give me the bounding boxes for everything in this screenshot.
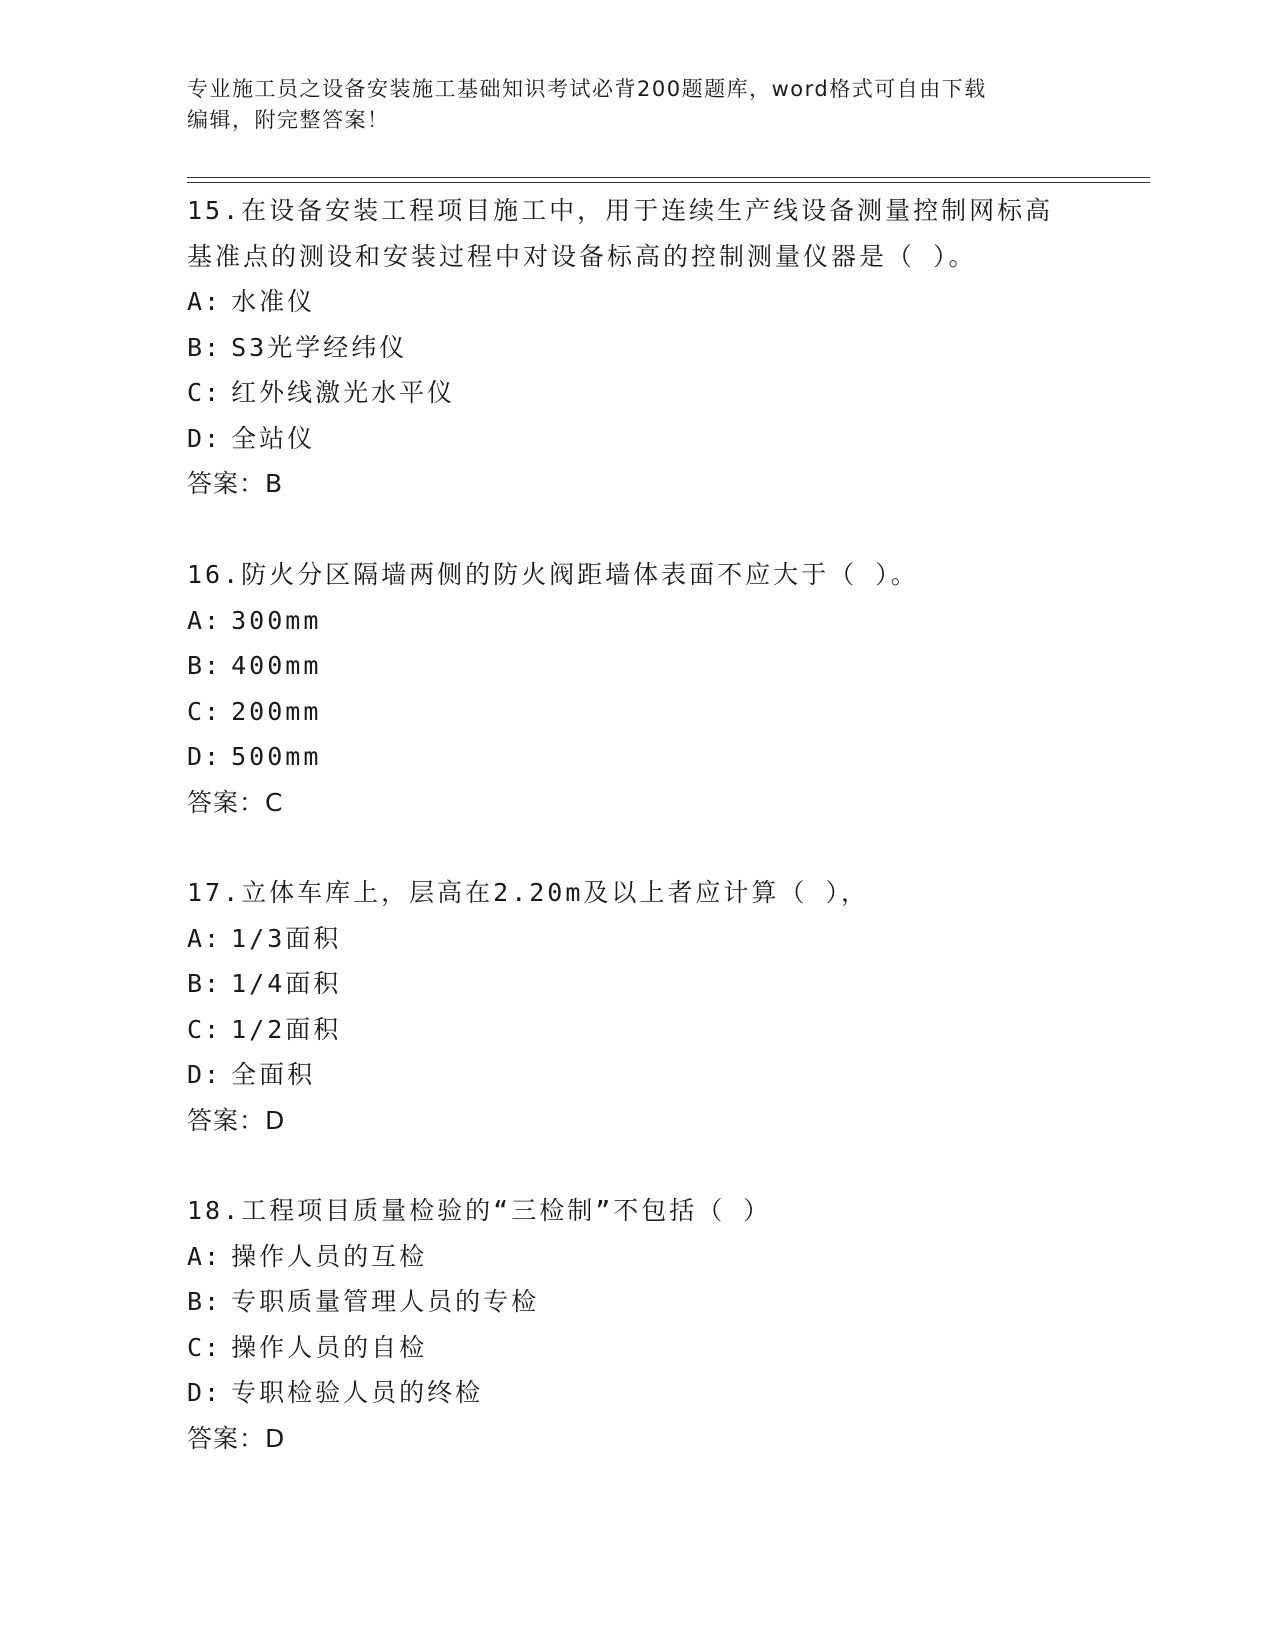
option-text: 1/2面积 (231, 1014, 342, 1044)
option-d (187, 734, 1087, 780)
option-text: 全面积 (231, 1060, 316, 1089)
answer-line: 答案：C (187, 787, 284, 817)
option-letter: A: (187, 923, 222, 953)
question-stem-line: 16.防火分区隔墙两侧的防火阀距墙体表面不应大于（ ）。 (187, 560, 919, 589)
option-letter: B: (187, 332, 222, 362)
question-stem-line: 17.立体车库上，层高在2.20m及以上者应计算（ ）， (187, 878, 869, 907)
option-text: 水准仪 (231, 287, 316, 316)
option-letter: A: (187, 605, 222, 635)
question-18 (187, 1188, 1087, 1461)
question-stem-line: 18.工程项目质量检验的“三检制”不包括（ ） (187, 1196, 772, 1225)
option-b (187, 961, 1087, 1007)
option-b (187, 1279, 1087, 1325)
option-a (187, 1234, 1087, 1280)
option-text: 操作人员的互检 (231, 1241, 428, 1271)
option-text: 红外线激光水平仪 (231, 378, 456, 407)
answer-line: 答案：B (187, 469, 284, 498)
question-16 (187, 552, 1087, 825)
option-d (187, 1052, 1087, 1098)
option-letter: A: (187, 1241, 222, 1271)
header-divider-bottom (187, 182, 1150, 183)
option-letter: D: (187, 423, 222, 453)
option-c (187, 689, 1087, 735)
option-letter: B: (187, 1287, 222, 1316)
option-text: 1/4面积 (231, 969, 342, 998)
option-c (187, 1325, 1087, 1371)
option-text: 400mm (231, 651, 322, 680)
option-a (187, 598, 1087, 644)
option-text: 200mm (231, 696, 322, 726)
question-stem-line: 15.在设备安装工程项目施工中，用于连续生产线设备测量控制网标高 (187, 196, 1054, 225)
header-line-2: 编辑，附完整答案！ (187, 108, 390, 132)
option-letter: C: (187, 1332, 222, 1362)
option-letter: C: (187, 1014, 222, 1044)
option-text: 1/3面积 (231, 923, 342, 953)
option-text: 500mm (231, 742, 322, 771)
option-text: S3光学经纬仪 (231, 332, 408, 362)
option-text: 专职质量管理人员的专检 (231, 1287, 540, 1316)
option-letter: A: (187, 287, 222, 316)
option-letter: C: (187, 696, 222, 726)
header-line-1: 专业施工员之设备安装施工基础知识考试必背200题题库，word格式可自由下载 (187, 77, 987, 101)
option-letter: C: (187, 378, 222, 407)
option-text: 300mm (231, 605, 322, 635)
option-letter: D: (187, 1378, 222, 1407)
option-d (187, 416, 1087, 462)
header-divider-top (187, 177, 1150, 178)
option-text: 专职检验人员的终检 (231, 1378, 484, 1407)
document-header (187, 74, 1067, 136)
question-15 (187, 188, 1087, 507)
option-a (187, 279, 1087, 325)
option-letter: B: (187, 651, 222, 680)
answer-line: 答案：D (187, 1423, 286, 1453)
question-stem-line: 基准点的测设和安装过程中对设备标高的控制测量仪器是（ ）。 (187, 241, 977, 271)
option-a (187, 916, 1087, 962)
option-letter: D: (187, 742, 222, 771)
question-17 (187, 870, 1087, 1143)
option-b (187, 643, 1087, 689)
answer-line: 答案：D (187, 1105, 286, 1135)
option-text: 操作人员的自检 (231, 1332, 428, 1362)
option-c (187, 1007, 1087, 1053)
option-letter: D: (187, 1060, 222, 1089)
option-d (187, 1370, 1087, 1416)
option-b (187, 325, 1087, 371)
option-text: 全站仪 (231, 423, 316, 453)
option-c (187, 370, 1087, 416)
option-letter: B: (187, 969, 222, 998)
